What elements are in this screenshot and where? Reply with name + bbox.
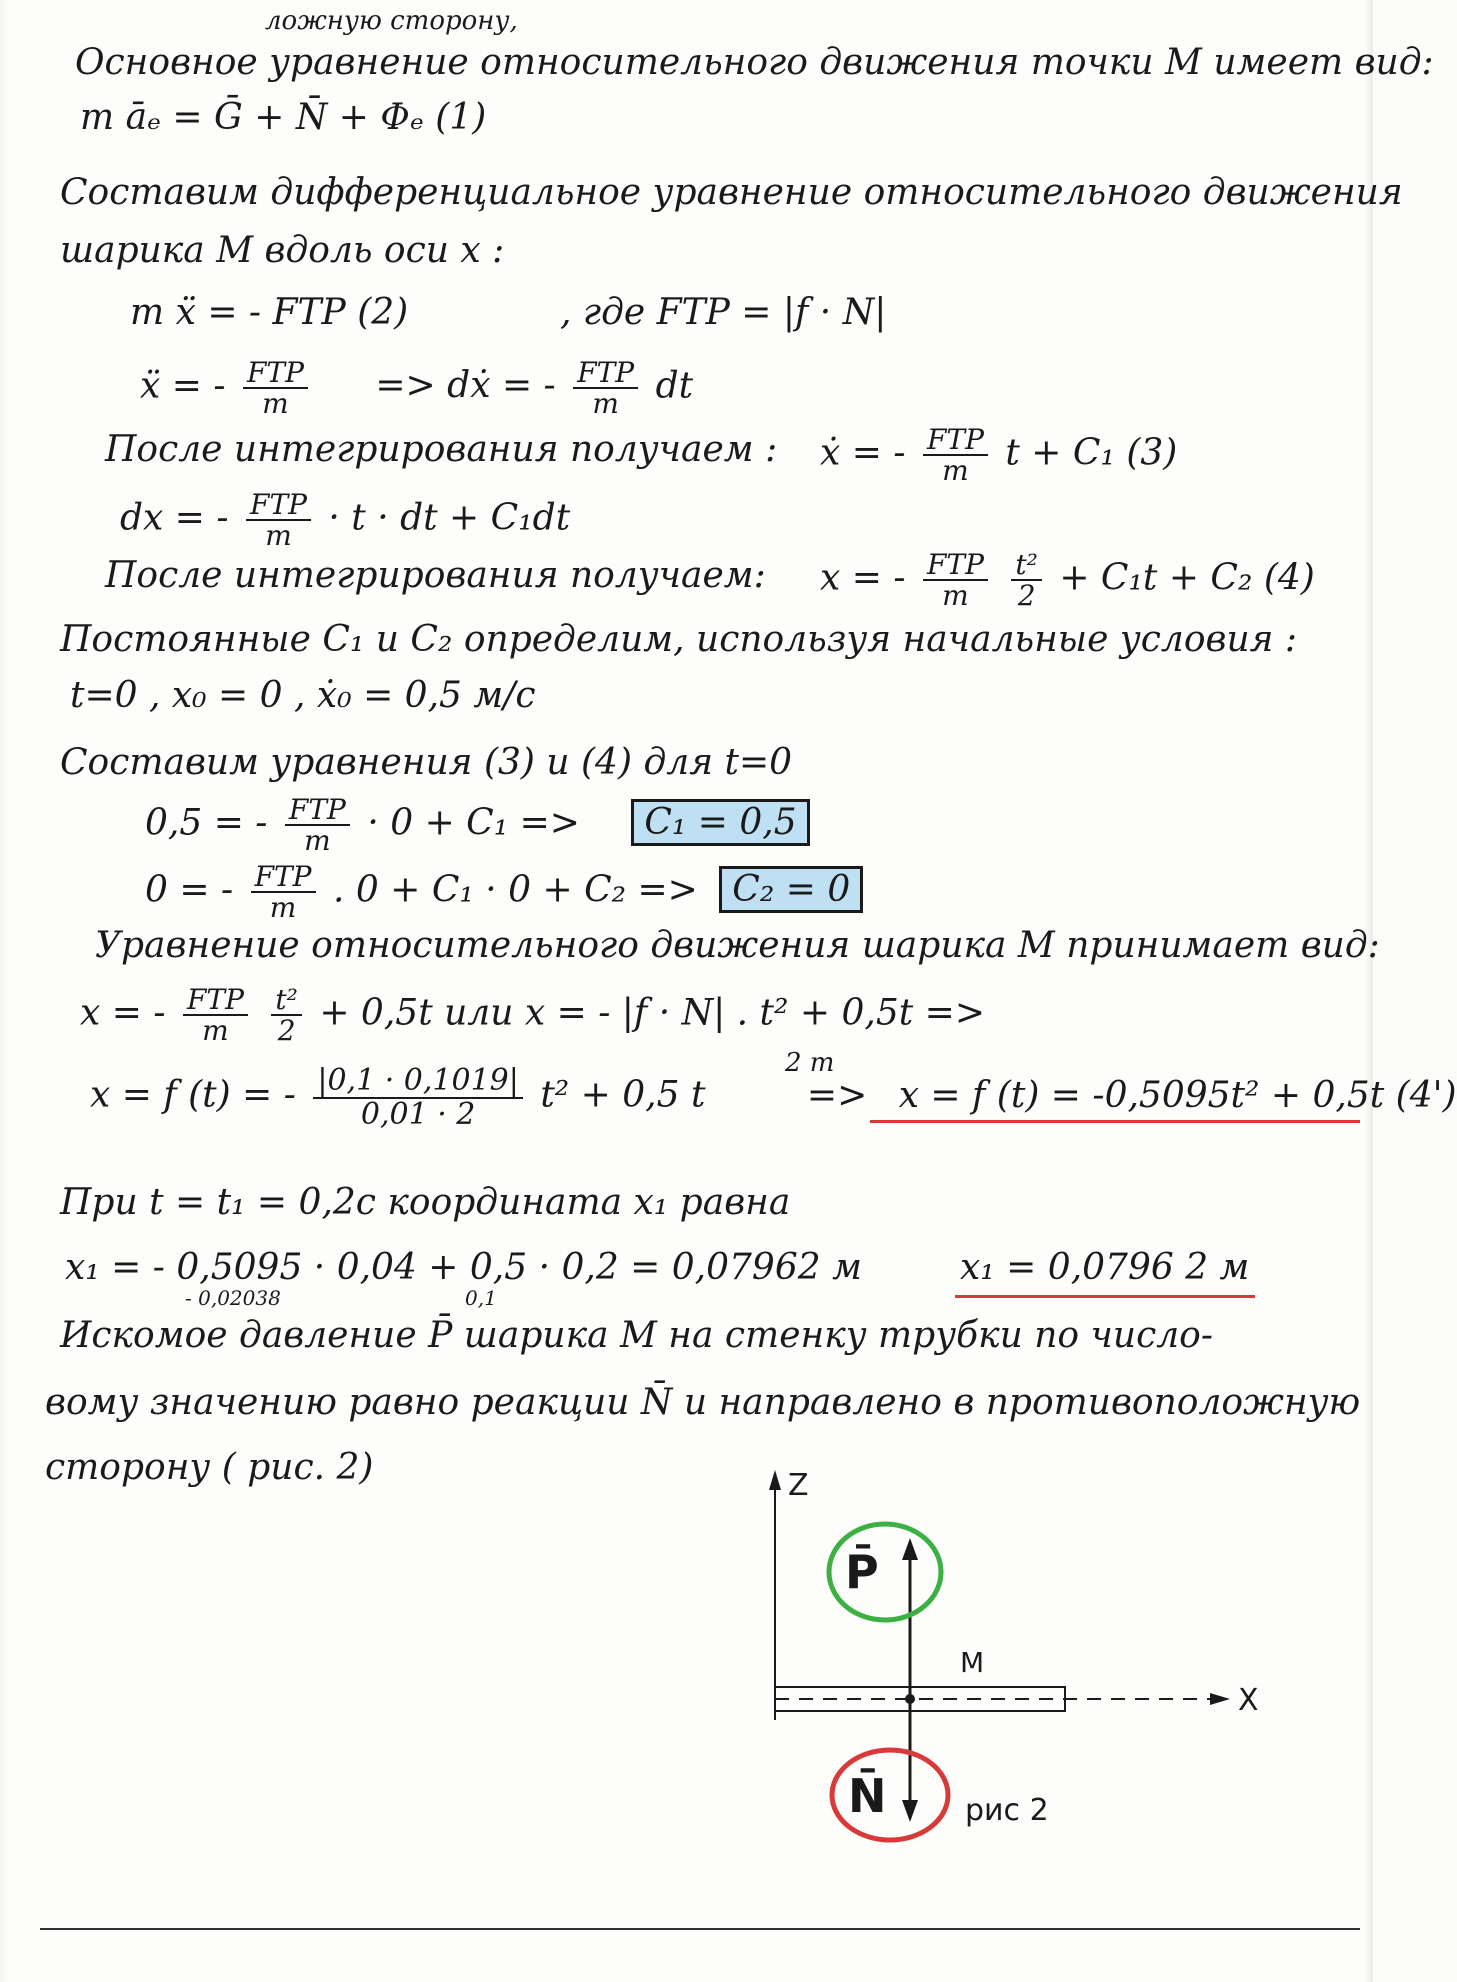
initial-conditions: t=0 , x₀ = 0 , ẋ₀ = 0,5 м/с [70,675,536,716]
inserted-words: ложную сторону, [265,6,518,36]
page-edge-line [40,1928,1360,1930]
fraction: $\frac{\text{FТР}}{m}$ [285,795,350,856]
x1-subnote: - 0,02038 [185,1286,281,1310]
line-15: Уравнение относительного движения шарика М принимает вид: [95,925,1380,966]
vector-p-arrow [902,1538,918,1560]
line-21: вому значению равно реакции N̄ и направлено в противоположную [45,1382,1361,1423]
line-7: После интегрирования получаем : [105,429,778,470]
red-underline [955,1295,1255,1298]
line-12: Составим уравнения (3) и (4) для t=0 [60,742,793,783]
fraction: $\frac{\text{FТР}}{m}$ [243,358,308,419]
x1-calculation: x₁ = - 0,5095 · 0,04 + 0,5 · 0,2 = 0,07962 м [65,1247,862,1288]
fraction: $\frac{\text{FТР}}{m}$ [251,862,316,923]
fraction: $\frac{|0,1 \cdot 0,1019|}{0,01 \cdot 2}$ [313,1065,523,1130]
vector-p-label: P̄ [845,1545,879,1599]
figure-caption: рис 2 [965,1793,1049,1828]
axis-x-label: X [1238,1683,1259,1718]
vector-n-label: N̄ [848,1769,887,1823]
vector-n-arrow [902,1800,918,1822]
c1-eq: 0,5 = - $\frac{\text{FТР}}{m}$ · 0 + C₁ => C₁ = 0,5 [145,795,810,856]
fraction: $\frac{\text{t²}}{2}$ [1011,550,1041,611]
motion-eq: x = - $\frac{\text{FТР}}{m}$ $\frac{\text{t²}}{2}$ + 0,5t или x = - |f · N| . t² + 0,5t => [80,983,985,1048]
ftp-definition: , где FТР = |f · N| [560,292,887,333]
red-underline [870,1120,1360,1123]
dx-eq: dx = - $\frac{\text{FТР}}{m}$ · t · dt + C₁dt [120,488,571,553]
fraction: $\frac{\text{FТР}}{m}$ [923,550,988,611]
line-3: Составим дифференциальное уравнение относительного движения [60,172,1403,213]
numeric-eq: x = f (t) = - $\frac{|0,1 \cdot 0,1019|}{0,01 \cdot 2}$ t² + 0,5 t => x = f (t) = -0,5095t² + 0,5t (4') [90,1063,1457,1132]
line-4: шарика М вдоль оси x : [60,230,505,271]
fraction: $\frac{\text{FТР}}{m}$ [183,985,248,1046]
c2-result-box: C₂ = 0 [719,866,863,913]
figure-2 [740,1460,1300,1880]
line-22: сторону ( рис. 2) [45,1447,374,1488]
final-equation: x = f (t) = -0,5095t² + 0,5t (4') [898,1074,1457,1116]
equation-1: m āₑ = Ḡ + N̄ + Φₑ (1) [80,97,487,138]
fraction-denominator: 2 m [785,1048,835,1078]
axis-z-label: Z [788,1468,809,1503]
equation-4: x = - $\frac{\text{FТР}}{m}$ $\frac{\text{t²}}{2}$ + C₁t + C₂ (4) [820,548,1315,613]
line-20: Искомое давление P̄ шарика М на стенку трубки по число- [60,1315,1214,1356]
fraction: $\frac{\text{FТР}}{m}$ [573,358,638,419]
point-m-label: M [960,1646,985,1679]
accel-eq: ẍ = - $\frac{\text{FТР}}{m}$ => dẋ = - $\frac{\text{FТР}}{m}$ dt [140,356,694,421]
x1-subnote: 0,1 [465,1286,497,1310]
line-9: После интегрирования получаем: [105,555,766,596]
line-18: При t = t₁ = 0,2с координата x₁ равна [60,1182,791,1223]
c1-result-box: C₁ = 0,5 [631,799,809,846]
fraction: $\frac{\text{FТР}}{m}$ [246,490,311,551]
equation-3: ẋ = - $\frac{\text{FТР}}{m}$ t + C₁ (3) [820,423,1178,488]
line-1: Основное уравнение относительного движения точки М имеет вид: [75,42,1434,83]
z-axis-arrow [769,1470,781,1490]
x-axis-arrow [1210,1693,1230,1705]
equation-2: m ẍ = - FТР (2) [130,292,409,333]
c2-eq: 0 = - $\frac{\text{FТР}}{m}$ . 0 + C₁ · 0 + C₂ => C₂ = 0 [145,862,863,923]
x1-result: x₁ = 0,0796 2 м [960,1247,1250,1288]
fraction: $\frac{\text{FТР}}{m}$ [923,425,988,486]
line-10: Постоянные C₁ и C₂ определим, используя начальные условия : [60,619,1298,660]
fraction: $\frac{\text{t²}}{2}$ [271,985,301,1046]
